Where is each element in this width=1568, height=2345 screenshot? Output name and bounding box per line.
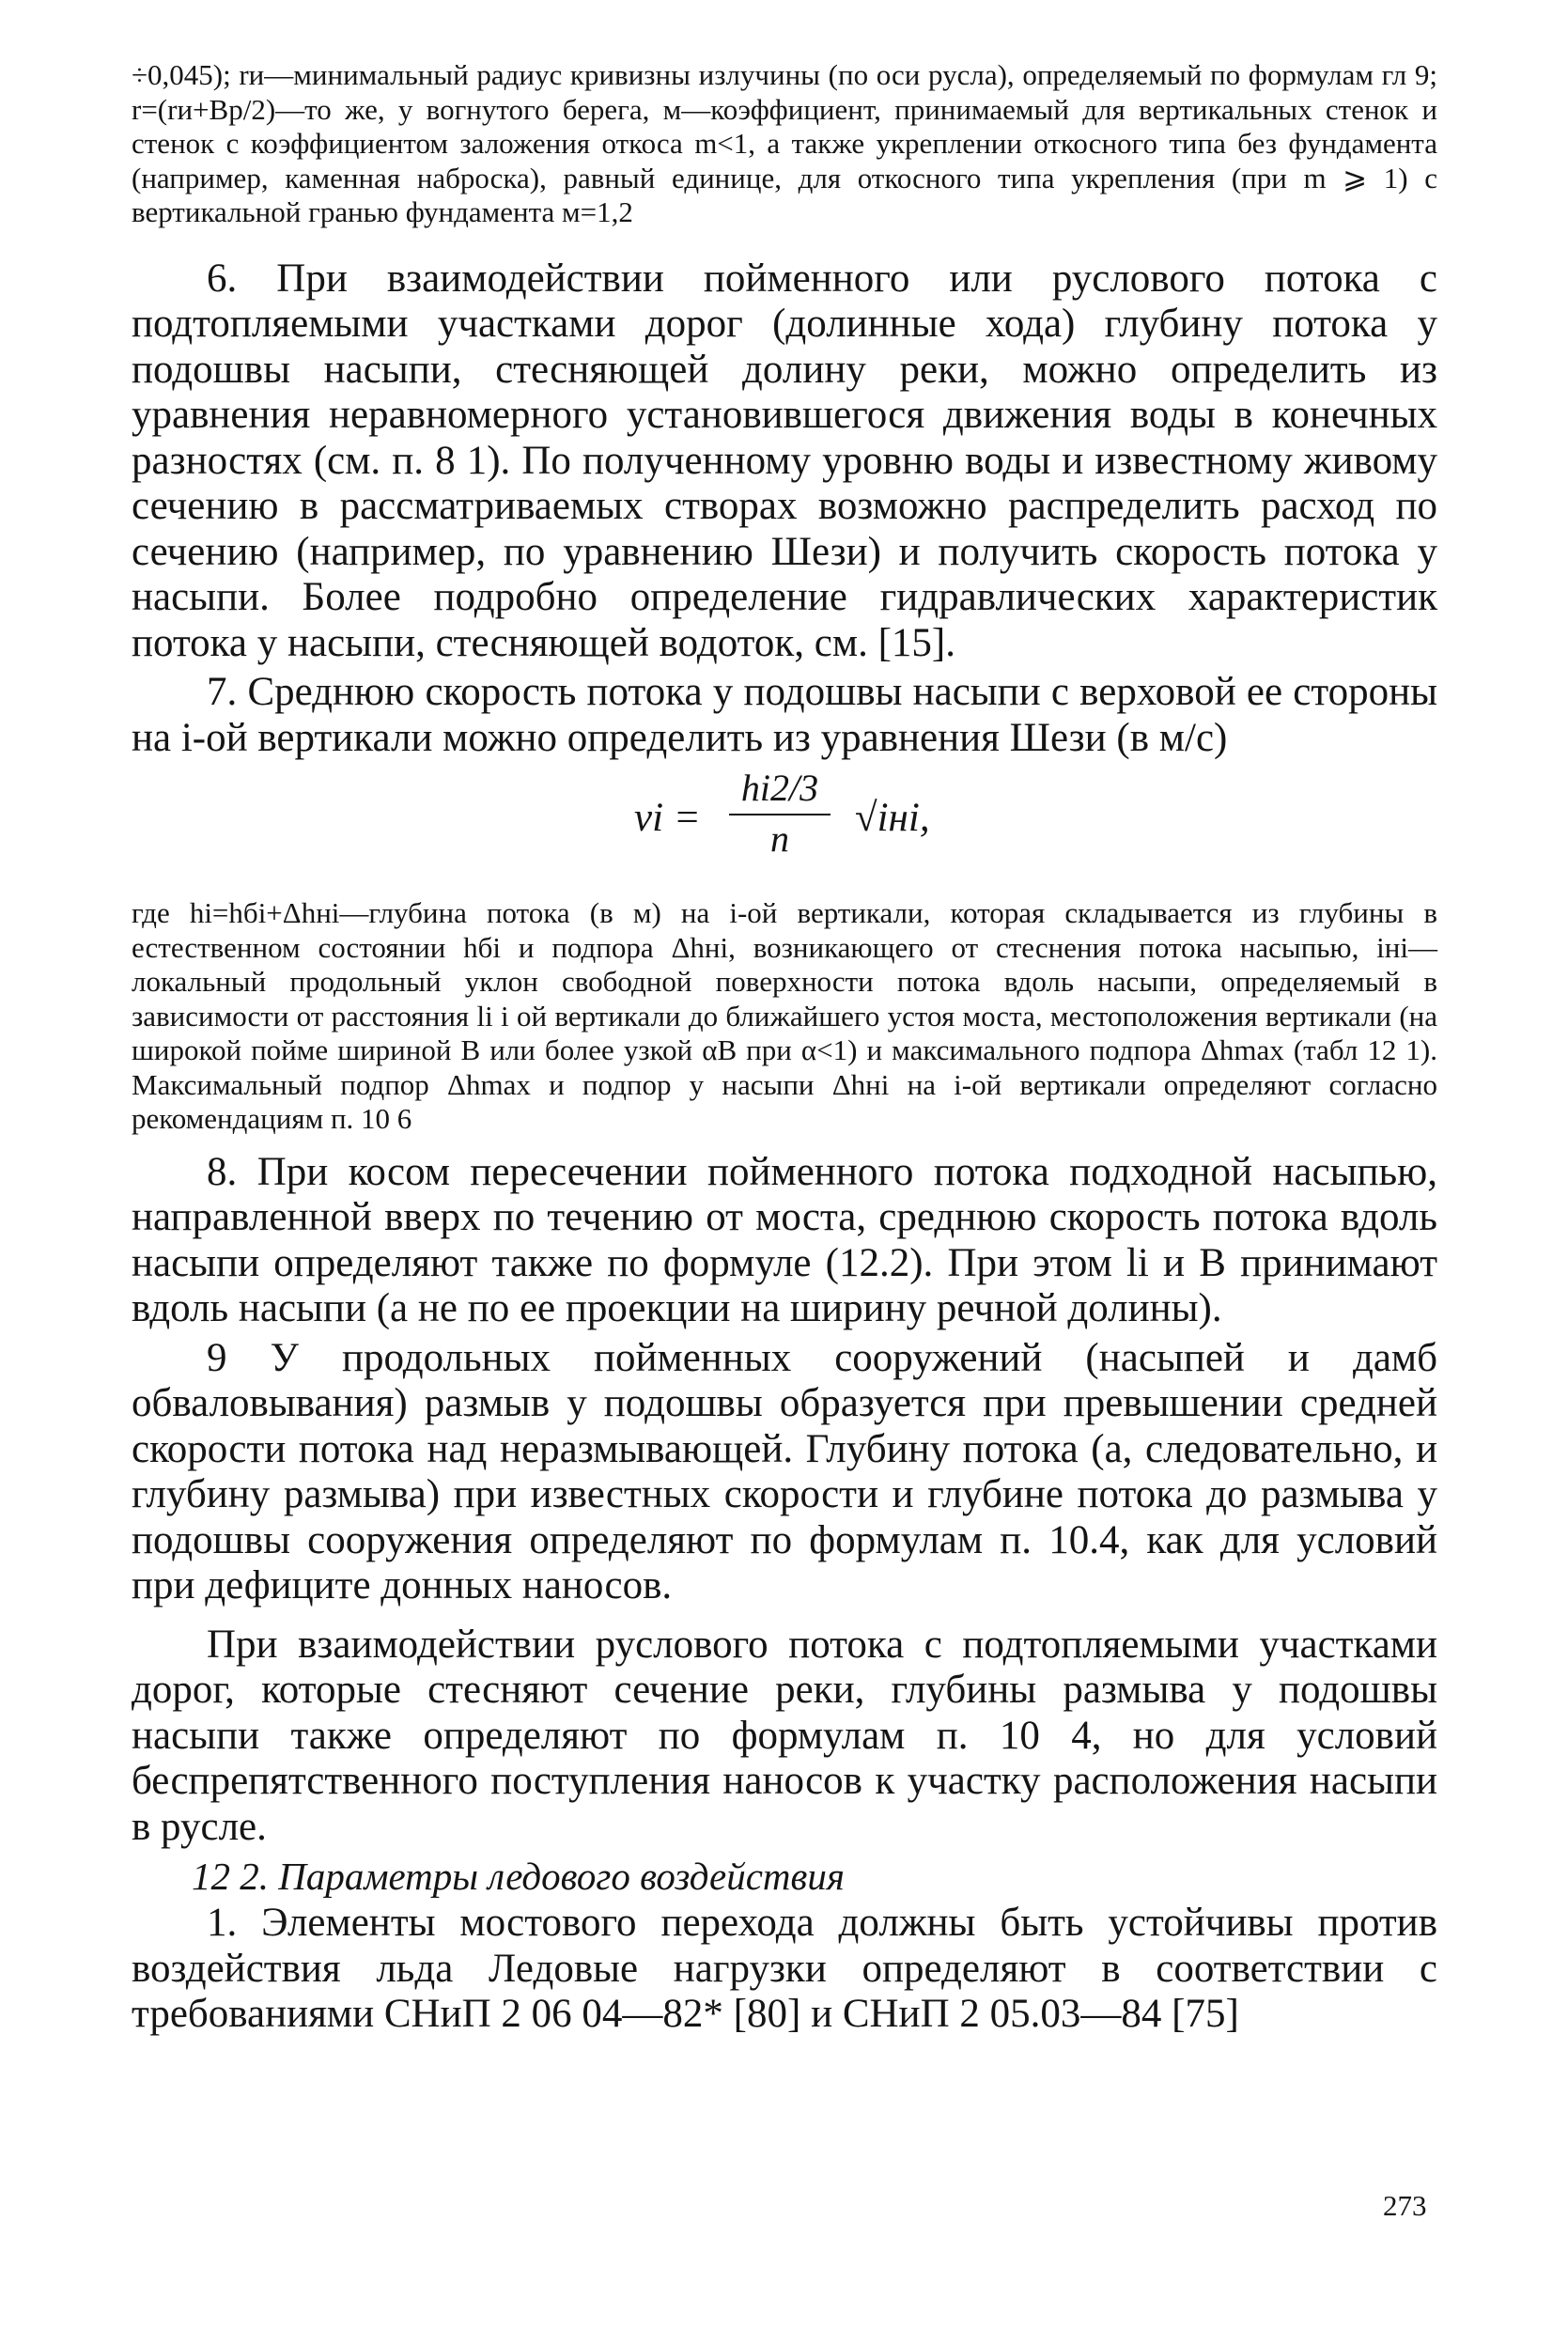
paragraph-6: 6. При взаимодействии пойменного или руслового потока с подтопляемыми участками дорог (долинные хода) глубину потока у подошвы насыпи, стесняющей долину реки, можно определить из уравнения неравномерного установившегося движения воды в конечных разностях (см. п. 8 1). По полученному уровню воды и известному живому сечению в рассматриваемых створах возможно распределить расход по сечению (например, по уравнению Шези) и получить скорость потока у насыпи. Более подробно определение гидравлических характеристик потока у насыпи, стесняющей водоток, см. [15].: [132, 256, 1437, 665]
formula-numerator: hi2/3: [740, 767, 819, 809]
formula-fraction: [723, 765, 836, 861]
chezy-formula: [132, 765, 1437, 877]
paragraph-coefficients: ÷0,045); rи—минимальный радиус кривизны излучины (по оси русла), определяемый по формулам гл 9; r=(rи+Bр/2)—то же, у вогнутого берега, м—коэффициент, принимаемый для вертикальных стенок и стенок с коэффициентом заложения откоса m<1, а также укреплении откосного типа без фундамента (например, каменная наброска), равный единице, для откосного типа укрепления (при m ⩾ 1) с вертикальной гранью фундамента м=1,2: [132, 58, 1437, 228]
section-heading: 12 2. Параметры ледового воздействия: [192, 1855, 845, 1898]
page-body: [132, 58, 1437, 2038]
formula-denominator: n: [770, 817, 789, 860]
formula-rhs: √iнi,: [855, 796, 930, 840]
paragraph-ice-1: 1. Элементы мостового перехода должны быть устойчивы против воздействия льда Ледовые нагрузки определяют в соответствии с требованиями СНиП 2 06 04—82* [80] и СНиП 2 05.03—84 [75]: [132, 1901, 1437, 2036]
paragraph-7: 7. Среднюю скорость потока у подошвы насыпи с верховой ее стороны на i-ой вертикали можно определить из уравнения Шези (в м/с): [132, 670, 1437, 760]
paragraph-channel-flow: При взаимодействии руслового потока с подтопляемыми участками дорог, которые стесняют сечение реки, глубины размыва у подошвы насыпи также определяют по формулам п. 10 4, но для условий беспрепятственного поступления наносов к участку расположения насыпи в русле.: [132, 1622, 1437, 1849]
page-number: 273: [1383, 2189, 1427, 2222]
paragraph-where: где hi=hбi+Δhнi—глубина потока (в м) на i-ой вертикали, которая складывается из глубины в естественном состоянии hбi и подпора Δhнi, возникающего от стеснения потока насыпью, iнi—локальный продольный уклон свободной поверхности потока вдоль насыпи, определяемый в зависимости от расстояния li i ой вертикали до ближайшего устоя моста, местоположения вертикали (на широкой пойме шириной B или более узкой αB при α<1) и максимального подпора Δhmax (табл 12 1). Максимальный подпор Δhmax и подпор у насыпи Δhнi на i-ой вертикали определяют согласно рекомендациям п. 10 6: [132, 896, 1437, 1135]
paragraph-9: 9 У продольных пойменных сооружений (насыпей и дамб обваловывания) размыв у подошвы образуется при превышении средней скорости потока над неразмывающей. Глубину потока (а, следовательно, и глубину размыва) при известных скорости и глубине потока до размыва у подошвы сооружения определяют по формулам п. 10.4, как для условий при дефиците донных наносов.: [132, 1335, 1437, 1607]
formula-lhs: vi =: [634, 796, 701, 840]
paragraph-8: 8. При косом пересечении пойменного потока подходной насыпью, направленной вверх по течению от моста, среднюю скорость потока вдоль насыпи определяют также по формуле (12.2). При этом li и B принимают вдоль насыпи (а не по ее проекции на ширину речной долины).: [132, 1149, 1437, 1330]
fraction-bar: [729, 814, 831, 815]
